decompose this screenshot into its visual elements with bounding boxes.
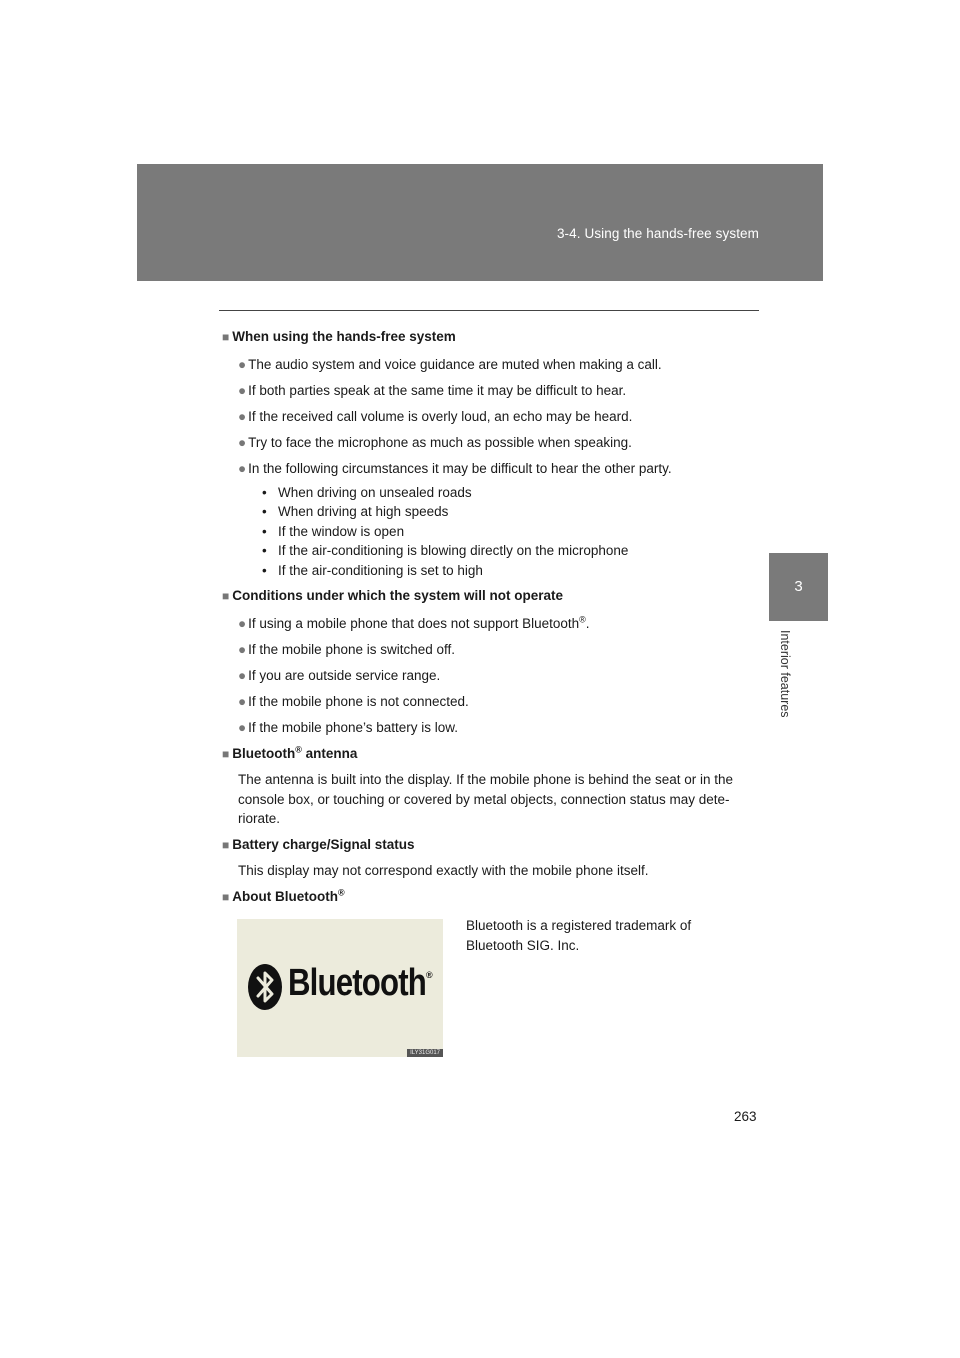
square-marker: ■ [222, 330, 230, 344]
chapter-tab [769, 553, 828, 621]
bullet-dot: ● [238, 693, 247, 709]
list-item: ● If the mobile phone is not connected. [238, 693, 469, 709]
chapter-label-wrap [778, 630, 792, 730]
bullet-dot: ● [238, 667, 247, 683]
bullet-dot: ● [238, 719, 247, 735]
paragraph: The antenna is built into the display. If the mobile phone is behind the seat or in the console box, or touching or covered by metal objects, connection status may dete-riorate. [238, 772, 734, 826]
chapter-number: 3 [794, 578, 803, 595]
bullet-dot: ● [238, 408, 247, 424]
paragraph: This display may not correspond exactly with the mobile phone itself. [238, 863, 649, 878]
main-content [222, 327, 762, 914]
list-item: ● The audio system and voice guidance are muted when making a call. [238, 356, 662, 372]
bullet-dot: ● [238, 356, 247, 372]
list-item: ● If the mobile phone’s battery is low. [238, 719, 459, 735]
bullet-dot: ● [238, 615, 247, 631]
bluetooth-icon [247, 963, 283, 1011]
bluetooth-figure-row [237, 919, 757, 1059]
registered-mark: ® [426, 970, 433, 980]
bluetooth-wordmark: Bluetooth [288, 962, 427, 1004]
bullet-dot: ● [238, 434, 247, 450]
sub-item: • When driving on unsealed roads [262, 484, 472, 500]
section-heading: ■ Battery charge/Signal status [222, 836, 415, 852]
sub-list [262, 483, 762, 581]
page-number: 263 [734, 1109, 757, 1124]
list-item: ● If both parties speak at the same time it may be difficult to hear. [238, 382, 627, 398]
square-marker: ■ [222, 746, 230, 761]
chapter-label: Interior features [778, 630, 792, 718]
bullet-dot: ● [238, 460, 247, 476]
header-band [137, 164, 823, 281]
square-marker: ■ [222, 589, 230, 603]
list-item: ● If the mobile phone is switched off. [238, 641, 456, 657]
bullet-dot: ● [238, 382, 247, 398]
bluetooth-caption: Bluetooth is a registered trademark of Bluetooth SIG. Inc. [466, 918, 692, 953]
top-rule [219, 310, 759, 311]
section-heading: ■ Conditions under which the system will not operate [222, 588, 564, 603]
square-marker: ■ [222, 837, 230, 852]
sub-item: • If the window is open [262, 523, 405, 539]
list-item: ● Try to face the microphone as much as possible when speaking. [238, 434, 632, 450]
square-marker: ■ [222, 889, 230, 904]
section-title: 3-4. Using the hands-free system [556, 226, 759, 241]
section-heading: ■ When using the hands-free system [222, 329, 456, 344]
sub-item: • If the air-conditioning is blowing directly on the microphone [262, 543, 629, 558]
section-heading: ■ Bluetooth® antenna [222, 744, 358, 761]
list-item: ● If the received call volume is overly loud, an echo may be heard. [238, 408, 633, 424]
list-item: ● If using a mobile phone that does not support Bluetooth®. [238, 614, 590, 631]
bluetooth-logo-image [237, 919, 443, 1057]
list-item: ● In the following circumstances it may be difficult to hear the other party. [238, 460, 672, 476]
sub-item: • When driving at high speeds [262, 504, 449, 519]
sub-item: • If the air-conditioning is set to high [262, 562, 483, 578]
list-item: ● If you are outside service range. [238, 667, 441, 683]
bullet-dot: ● [238, 641, 247, 657]
image-code: ILY31G017 [407, 1049, 443, 1057]
section-heading: ■ About Bluetooth® [222, 887, 345, 904]
